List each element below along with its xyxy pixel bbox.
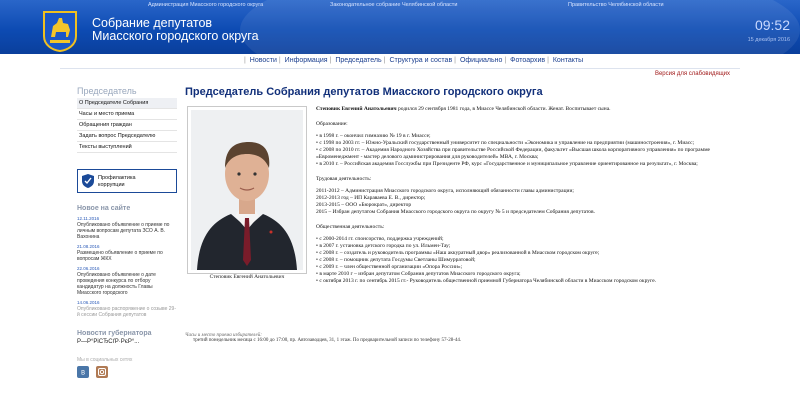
main-nav: | Новости | Информация | Председатель | Структура и состав | Официально | Фотоархив | Контакты <box>244 57 584 64</box>
list-item: 2012-2013 год – ИП Караваева Е. В., директор; <box>316 195 426 201</box>
site-header <box>0 0 800 54</box>
nav-divider <box>60 68 740 69</box>
list-item: • с 1998 по 2003 гг. – Южно-Уральский государственный университет по специальности «Экономика и управление на предприятии (машиностроения», г. Миасс; <box>316 140 736 147</box>
toplink-government[interactable]: Правительство Челябинской области <box>568 2 664 8</box>
education-list <box>316 133 736 168</box>
list-item: • в 2007 г. установка детского городка по ул. Ильмен-Тау; <box>316 243 736 250</box>
nav-info[interactable]: Информация <box>284 57 328 64</box>
list-item: • с 2008 по 2010 гг. – Академия Народного Хозяйства при правительстве Российской Федерации, факультет «Высшая школа корпоративного управления» по программе «Евроменеджмент - мастер делового администрирования для руководителей» МВА, г. Москва; <box>316 147 736 161</box>
anticorruption-banner[interactable] <box>77 169 177 193</box>
social-heading: Мы в социальных сетях <box>77 357 133 363</box>
sidebar-item-appeals[interactable]: Обращения граждан <box>77 120 177 131</box>
social-activity-list <box>316 236 736 285</box>
list-item: • в марте 2010 г – избран депутатом Собрания депутатов Миасского городского округа; <box>316 271 736 278</box>
news-item[interactable] <box>77 300 177 318</box>
page-title: Председатель Собрания депутатов Миасского городского округа <box>185 86 543 98</box>
governor-news-loading: Р—Р°РіСЂСѓР·РєР°... <box>77 339 140 345</box>
news-date: 12.11.2016 <box>77 216 100 221</box>
news-text[interactable]: Опубликовано объявление о приеме по личным вопросам депутата ЗСО А. В. Вахонина <box>77 222 170 240</box>
clock: 09:52 <box>754 17 790 33</box>
banner-line2: коррупции <box>98 181 125 188</box>
social-links <box>77 366 177 380</box>
intro-text: родился 29 сентября 1981 года, в Миассе Челябинской области. Женат. Воспитывает сына. <box>396 106 611 112</box>
news-text[interactable]: Опубликовано распоряжение о созыве 29-й сессии Собрания депутатов <box>77 306 177 318</box>
list-item: • с октября 2013 г. по сентябрь 2015 гг.- Руководитель общественной приемной Губернатора Челябинской области в Миасском городском округе. <box>316 278 736 285</box>
intro-paragraph <box>316 106 736 113</box>
low-vision-link[interactable]: Версия для слабовидящих <box>654 71 730 77</box>
news-text[interactable]: Размещено объявление о приеме по вопросам ЖКХ <box>77 250 163 262</box>
list-item: 2013-2015 – ООО «Бюрократ», директор <box>316 202 412 208</box>
work-heading: Трудовая деятельность: <box>316 176 372 182</box>
site-title-line1: Собрание депутатов <box>92 16 213 30</box>
news-item[interactable] <box>77 216 177 240</box>
sidebar-heading: Председатель <box>77 86 137 96</box>
list-item: • с 2008 г. – помощник депутата Госдумы Светланы Шимурратовой; <box>316 257 736 264</box>
news-heading: Новое на сайте <box>77 205 131 212</box>
toplink-legislative[interactable]: Законодательное собрание Челябинской области <box>330 2 458 8</box>
nav-official[interactable]: Официально <box>459 57 503 64</box>
nav-structure[interactable]: Структура и состав <box>389 57 453 64</box>
news-item[interactable] <box>77 244 177 262</box>
list-item: 2011-2012 – Администрация Миасского городского округа, исполняющий обязанности главы администрации; <box>316 188 574 194</box>
nav-contacts[interactable]: Контакты <box>552 57 584 64</box>
social-activity-heading: Общественная деятельность: <box>316 224 385 230</box>
vk-icon[interactable] <box>77 366 89 378</box>
instagram-icon[interactable] <box>96 366 108 378</box>
list-item: 2015 – Избран депутатом Собрания Миасского городского округа по округу № 5 и председателем Собрания депутатов. <box>316 209 596 215</box>
news-text[interactable]: Опубликовано объявление о дате проведения конкурса по отбору кандидатур на должность Главы Миасского городского <box>77 272 156 296</box>
nav-chairman[interactable]: Председатель <box>335 57 382 64</box>
svg-text:B: B <box>80 369 86 377</box>
list-item: • в 1998 г. – окончил гимназию № 19 в г. Миассе; <box>316 133 736 140</box>
shield-icon <box>81 173 95 189</box>
site-title-line2: Миасского городского округа <box>92 29 259 43</box>
current-date: 15 декабря 2016 <box>747 37 790 43</box>
sidebar-item-reception-hours[interactable]: Часы и место приема <box>77 109 177 120</box>
nav-photo-archive[interactable]: Фотоархив <box>510 57 546 64</box>
photo-caption: Степовик Евгений Анатольевич <box>209 274 285 280</box>
reception-details: третий понедельник месяца с 16:00 до 17:00, пр. Автозаводцев, 31, 1 этаж. По предварительной записи по телефону 57-28-44. <box>193 338 462 343</box>
banner-line1: Профилактика <box>98 175 136 181</box>
list-item: • с 2000-2014 гг. спонсорство, поддержка учреждений; <box>316 236 736 243</box>
biography <box>316 106 736 285</box>
news-date: 22.06.2016 <box>77 266 100 271</box>
news-date: 21.08.2016 <box>77 244 100 249</box>
list-item: • с 2008 г. – создатель и руководитель программы «Наш аккуратный двор» реализованной в Миасском городском округе; <box>316 250 736 257</box>
reception-label: Часы и место приема избирателей: <box>185 333 262 338</box>
nav-news[interactable]: Новости <box>249 57 277 64</box>
list-item: • в 2010 г. – Российская академия Госслужбы при Президенте РФ, курс «Государственное и муниципальное управление ориентированное на результат», г. Москва; <box>316 161 736 168</box>
sidebar <box>77 86 177 380</box>
governor-news-heading: Новости губернатора <box>77 330 152 337</box>
toplink-administration[interactable]: Администрация Миасского городского округа <box>148 2 264 8</box>
reception-note <box>185 333 461 343</box>
work-list <box>316 188 736 216</box>
portrait-image <box>191 110 303 270</box>
crest-logo[interactable] <box>40 10 80 52</box>
site-title[interactable] <box>92 17 259 43</box>
news-date: 14.06.2016 <box>77 300 100 305</box>
chairman-photo <box>187 106 307 274</box>
intro-name: Степовик Евгений Анатольевич <box>316 106 397 112</box>
sidebar-item-ask-question[interactable]: Задать вопрос Председателю <box>77 131 177 142</box>
sidebar-item-about[interactable]: О Председателе Собрания <box>77 98 177 109</box>
news-item[interactable] <box>77 266 177 296</box>
sidebar-item-speeches[interactable]: Тексты выступлений <box>77 142 177 153</box>
education-heading: Образование: <box>316 121 348 127</box>
top-links <box>0 0 800 10</box>
list-item: • с 2009 г. – член общественной организации «Опора России»; <box>316 264 736 271</box>
